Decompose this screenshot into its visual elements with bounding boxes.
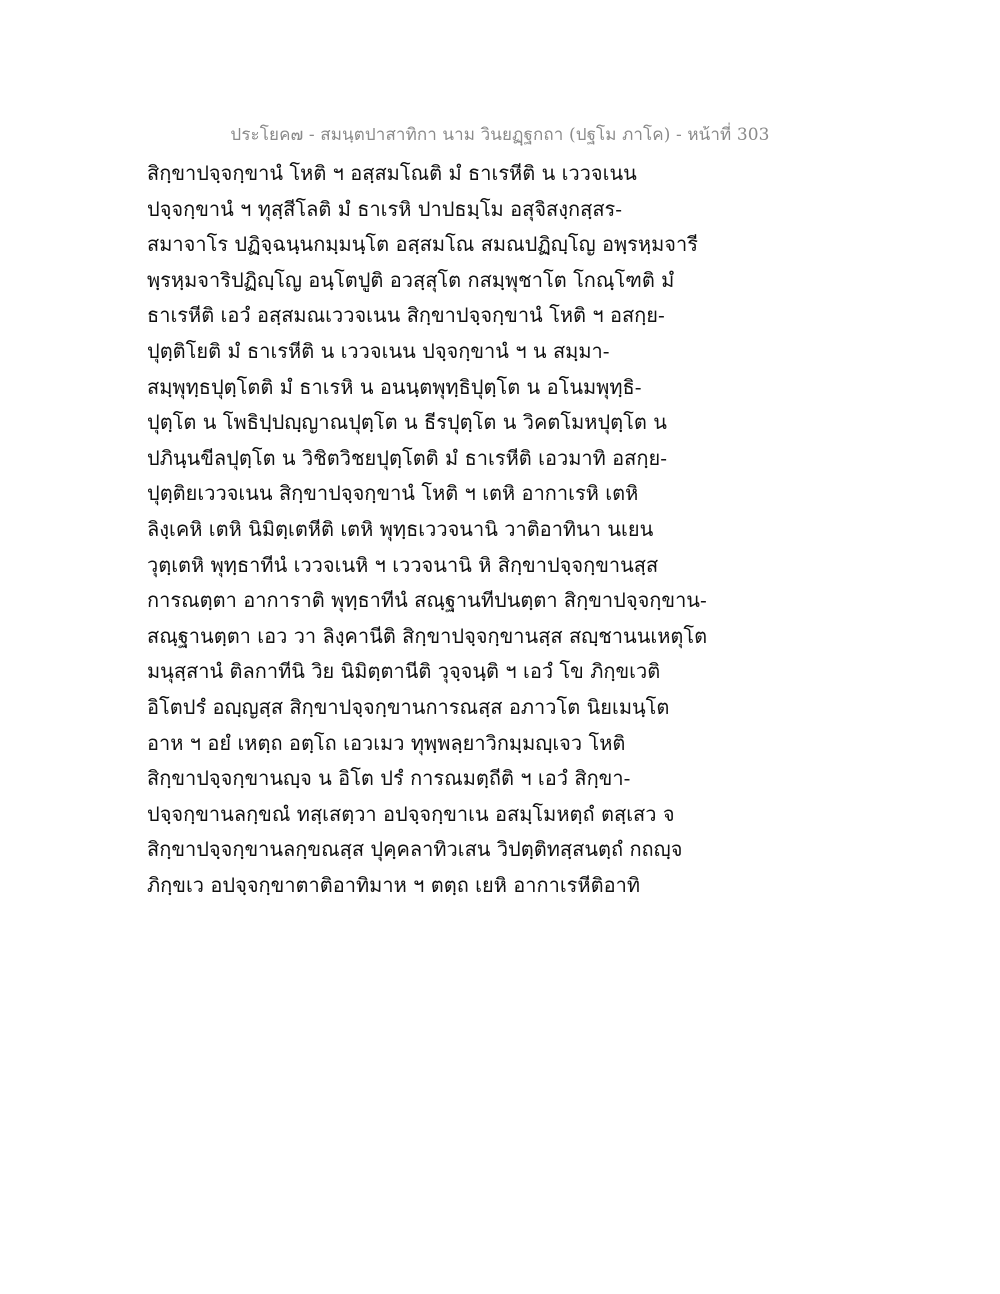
text-line: ปุตฺติยเววจเนน สิกฺขาปจฺจกฺขานํ โหติ ฯ เตหิ อากาเรหิ เตหิ: [147, 481, 639, 506]
text-line: ภิกฺขเว อปจฺจกฺขาตาติอาทิมาห ฯ ตตฺถ เยหิ อากาเรหีติอาทิ: [147, 872, 641, 897]
text-line: ปุตฺโต น โพธิปฺปญฺญาณปุตฺโต น ธีรปุตฺโต น วิคตโมหปุตฺโต น: [147, 410, 667, 435]
text-line: สิกฺขาปจฺจกฺขานลกฺขณสฺส ปุคฺคลาทิวเสน วิปตฺติทสฺสนตฺถํ กถญฺจ: [147, 837, 683, 862]
text-line: ปจฺจกฺขานํ ฯ ทุสฺสีโลติ มํ ธาเรหิ ปาปธมฺโม อสุจิสงฺกสฺสร-: [147, 196, 623, 221]
text-line: สิกฺขาปจฺจกฺขานญฺจ น อิโต ปรํ การณมตฺถีติ ฯ เอวํ สิกฺขา-: [147, 766, 631, 791]
text-line: สมาจาโร ปฏิจฺฉนฺนกมฺมนฺโต อสฺสมโณ สมณปฏิญฺโญ อพฺรหฺมจารี: [147, 232, 698, 257]
text-line: สิกฺขาปจฺจกฺขานํ โหติ ฯ อสฺสมโณติ มํ ธาเรหีติ น เววจเนน: [147, 161, 637, 185]
text-line: ธาเรหีติ เอวํ อสฺสมณเววจเนน สิกฺขาปจฺจกฺขานํ โหติ ฯ อสกฺย-: [147, 303, 665, 328]
text-line: ปุตฺติโยติ มํ ธาเรหีติ น เววจเนน ปจฺจกฺขานํ ฯ น สมฺมา-: [147, 338, 610, 363]
text-line: อาห ฯ อยํ เหตฺถ อตฺโถ เอวเมว ทุพฺพลฺยาวิกมฺมญฺเจว โหติ: [147, 730, 626, 755]
page-header: ประโยค๗ - สมนฺตปาสาทิกา นาม วินยฏฺฐกถา (ปฐโม ภาโค) - หน้าที่ 303: [230, 125, 770, 145]
text-line: สมฺพุทฺธปุตฺโตติ มํ ธาเรหิ น อนนฺตพุทฺธิปุตฺโต น อโนมพุทฺธิ-: [147, 374, 642, 399]
text-line: สณฺฐานตฺตา เอว วา ลิงฺคานีติ สิกฺขาปจฺจกฺขานสฺส สญฺชานนเหตุโต: [147, 623, 708, 648]
text-line: ลิงฺเคหิ เตหิ นิมิตฺเตหีติ เตหิ พุทฺธเววจนานิ วาติอาทินา นเยน: [147, 516, 654, 541]
text-line: พฺรหฺมจาริปฏิญฺโญ อนฺโตปูติ อวสฺสุโต กสมฺพุชาโต โกณฺโฑติ มํ: [147, 267, 675, 292]
body-text: [147, 156, 867, 903]
text-line: มนุสฺสานํ ติลกาทีนิ วิย นิมิตฺตานีติ วุจฺจนฺติ ฯ เอวํ โข ภิกฺขเวติ: [147, 659, 661, 684]
text-line: ปภินฺนขีลปุตฺโต น วิชิตวิชยปุตฺโตติ มํ ธาเรหีติ เอวมาทิ อสกฺย-: [147, 445, 667, 470]
text-line: ปจฺจกฺขานลกฺขณํ ทสฺเสตฺวา อปจฺจกฺขาเน อสมฺโมหตฺถํ ตสฺเสว จ: [147, 801, 675, 826]
text-line: การณตฺตา อาการาติ พุทฺธาทีนํ สณฺฐานทีปนตฺตา สิกฺขาปจฺจกฺขาน-: [147, 588, 707, 613]
text-line: อิโตปรํ อญฺญสฺส สิกฺขาปจฺจกฺขานการณสฺส อภาวโต นิยเมนฺโต: [147, 694, 670, 719]
text-line: วุตฺเตหิ พุทฺธาทีนํ เววจเนหิ ฯ เววจนานิ หิ สิกฺขาปจฺจกฺขานสฺส: [147, 552, 659, 577]
